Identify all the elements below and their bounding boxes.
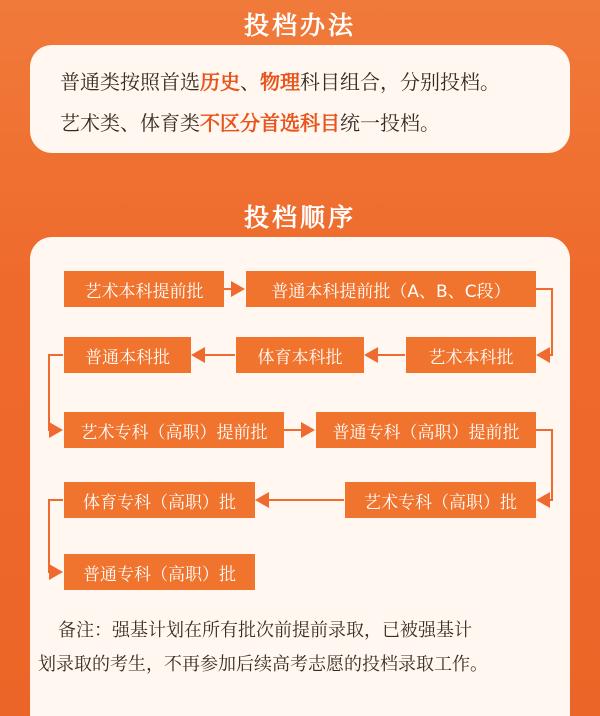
step-art-college: 艺术专科（高职）批 [345,482,536,518]
arrow-9-10 [49,500,63,572]
note-line-1: 备注：强基计划在所有批次前提前录取，已被强基计 [58,620,472,641]
section-title-order: 投档顺序 [243,203,356,232]
step-art-undergrad-early: 艺术本科提前批 [64,271,224,307]
line1-hl-physics: 物理 [260,70,300,94]
step-art-college-early: 艺术专科（高职）提前批 [64,412,284,448]
line1-hl-history: 历史 [200,70,240,94]
section-title-method: 投档办法 [243,11,356,40]
step-art-undergrad: 艺术本科批 [406,337,536,373]
arrow-5-6 [49,355,63,430]
line2-suffix: 统一投档。 [340,111,440,135]
step-general-undergrad-early: 普通本科提前批（A、B、C段） [246,271,536,307]
step-sport-undergrad: 体育本科批 [236,337,364,373]
step-sport-college: 体育专科（高职）批 [64,482,255,518]
note-line-2: 划录取的考生，不再参加后续高考志愿的投档录取工作。 [38,654,488,675]
line1-suffix: 科目组合，分别投档。 [300,70,500,94]
step-general-college: 普通专科（高职）批 [64,554,255,590]
step-general-college-early: 普通专科（高职）提前批 [316,412,536,448]
line1-prefix: 普通类按照首选 [60,70,200,94]
arrow-7-8 [536,430,552,500]
line1-sep: 、 [240,70,260,94]
step-general-undergrad: 普通本科批 [64,337,191,373]
line2-hl: 不区分首选科目 [200,111,340,135]
line2-prefix: 艺术类、体育类 [60,111,200,135]
arrow-2-3 [536,289,552,355]
